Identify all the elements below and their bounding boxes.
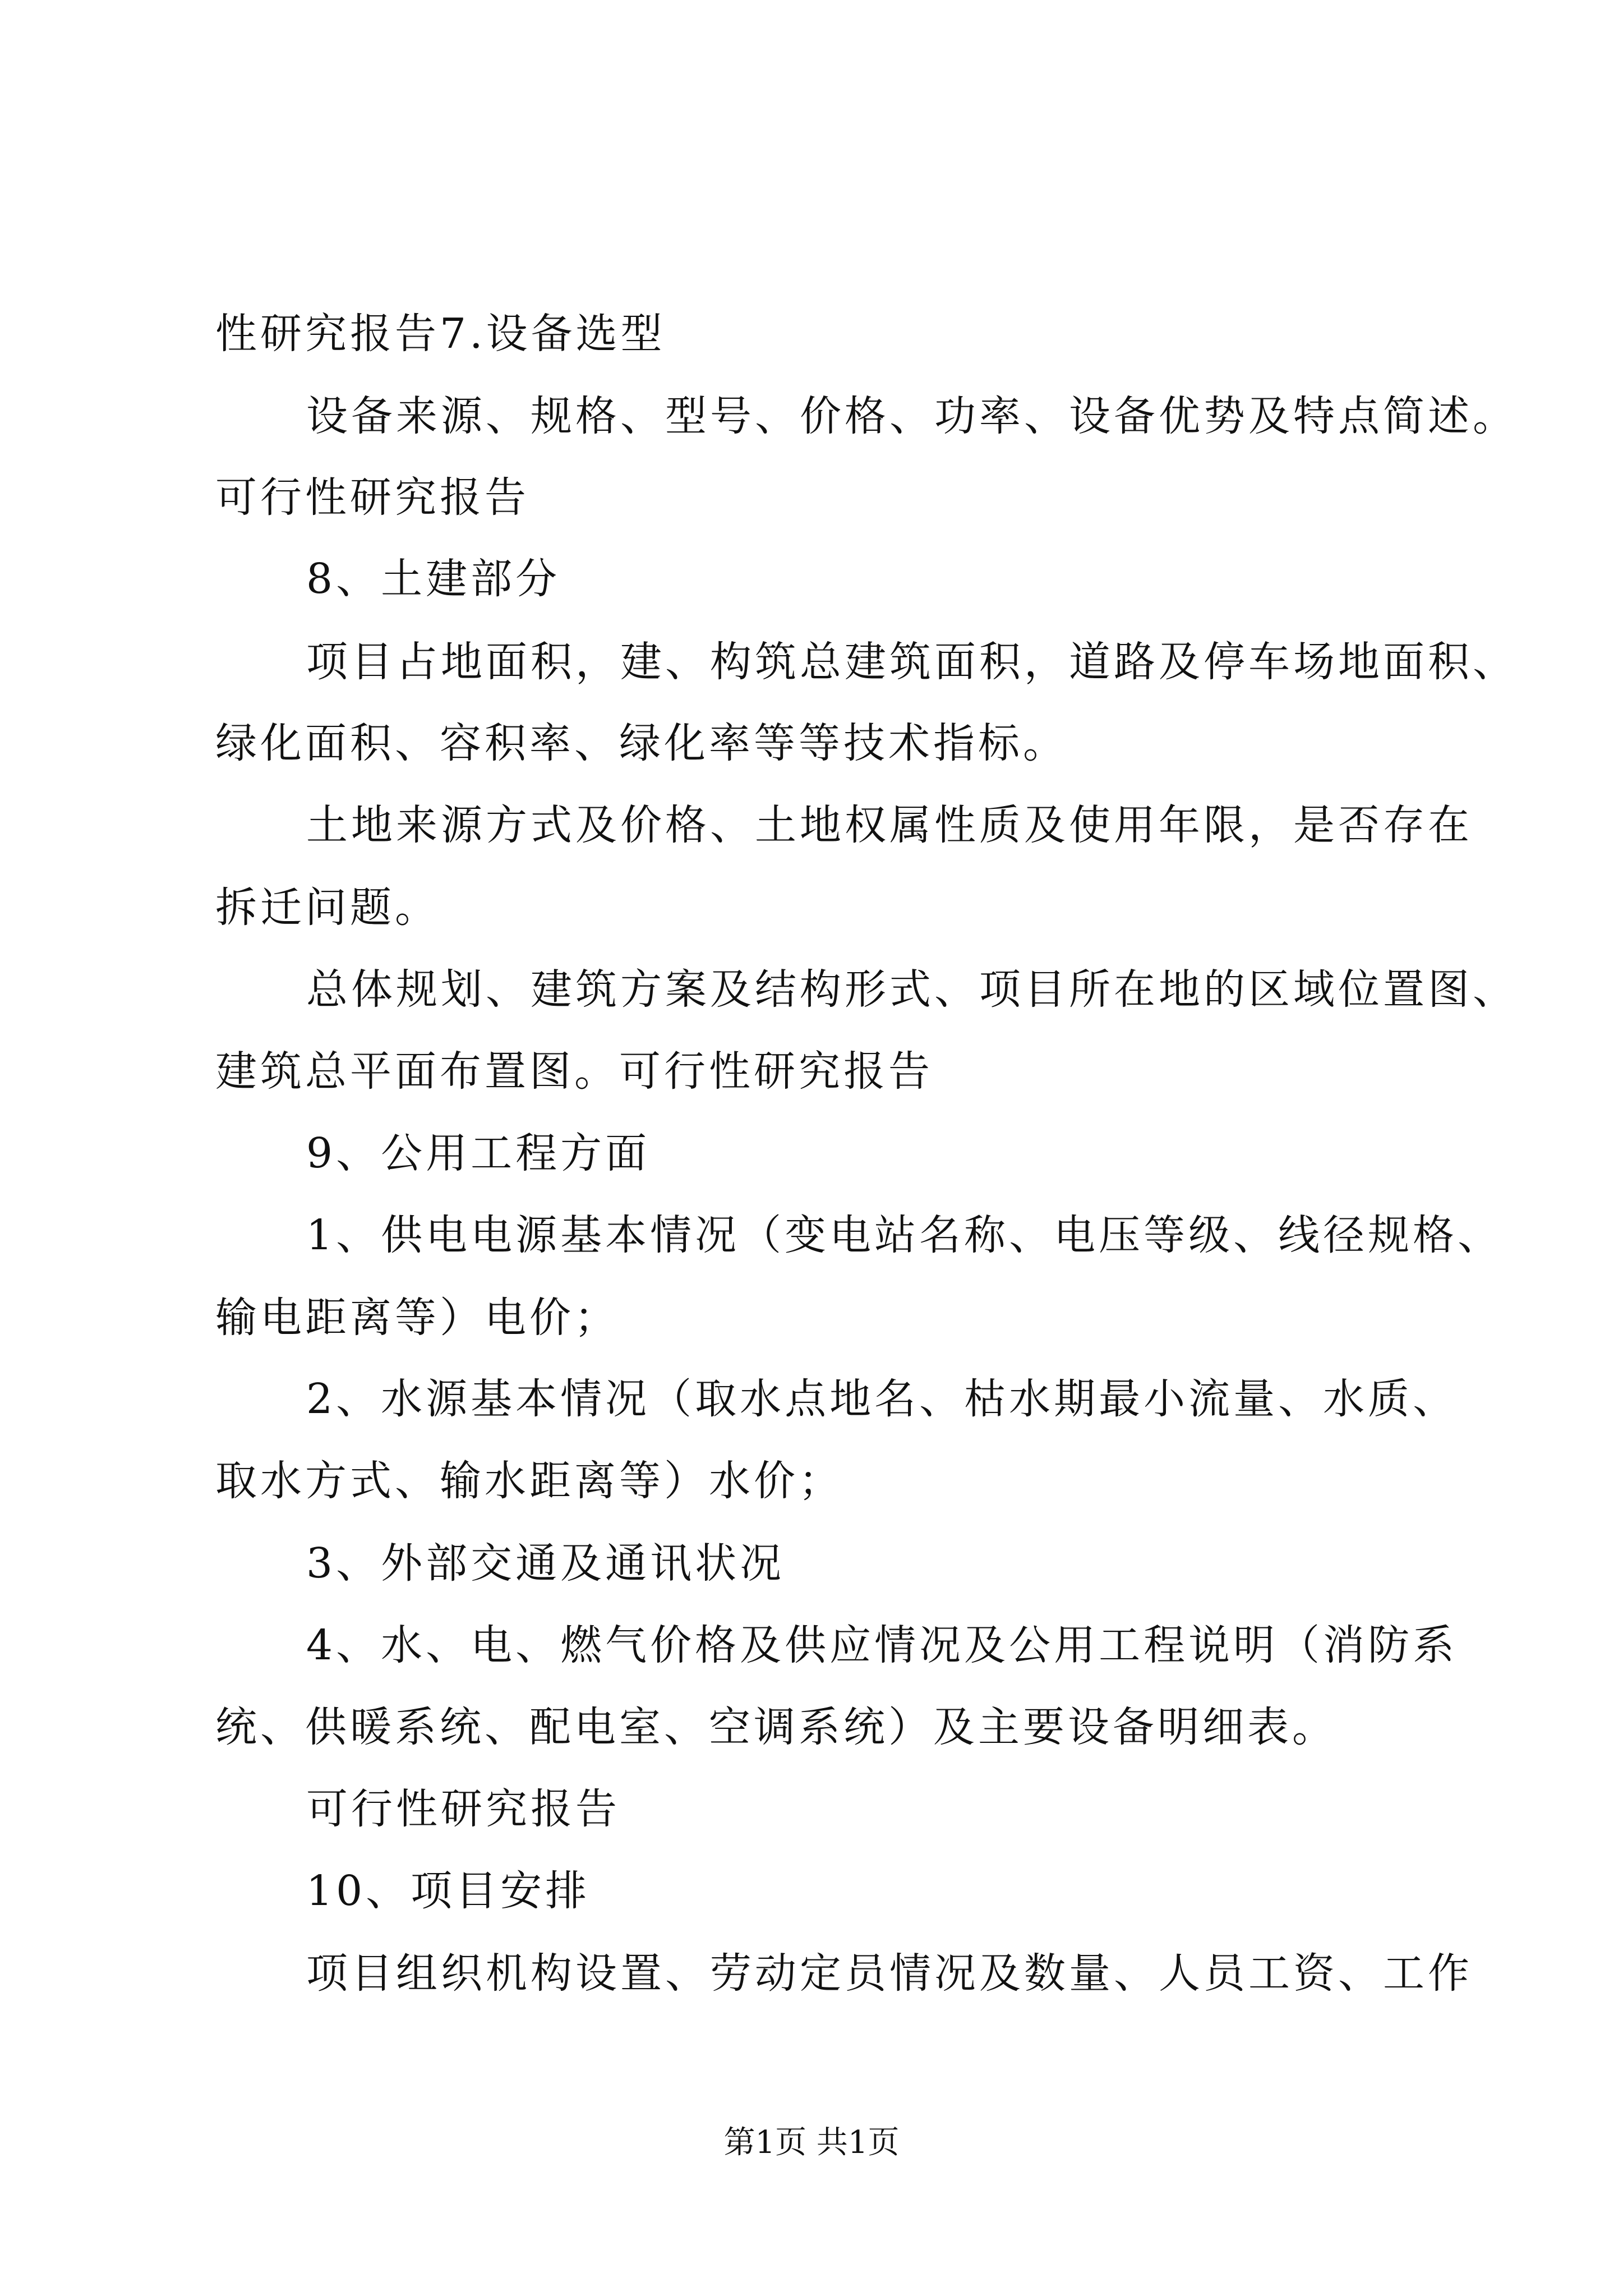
text-line: 总体规划、建筑方案及结构形式、项目所在地的区域位置图、 [306, 965, 1518, 1014]
text-line: 统、供暖系统、配电室、空调系统）及主要设备明细表。 [215, 1703, 1337, 1751]
text-line: 拆迁问题。 [215, 884, 440, 932]
text-line: 可行性研究报告 [306, 1785, 620, 1833]
text-line: 3、外部交通及通讯状况 [306, 1539, 785, 1588]
text-line: 1、供电电源基本情况（变电站名称、电压等级、线径规格、 [306, 1211, 1503, 1259]
text-line: 可行性研究报告 [215, 473, 529, 522]
text-line: 取水方式、输水距离等）水价； [215, 1457, 843, 1505]
page-footer: 第1页 共1页 [723, 2124, 900, 2161]
text-line: 绿化面积、容积率、绿化率等等技术指标。 [215, 719, 1068, 767]
text-line: 建筑总平面布置图。可行性研究报告 [215, 1047, 933, 1096]
text-line: 2、水源基本情况（取水点地名、枯水期最小流量、水质、 [306, 1375, 1458, 1423]
text-line: 项目组织机构设置、劳动定员情况及数量、人员工资、工作 [306, 1949, 1473, 1998]
section-heading: 8、土建部分 [306, 555, 561, 603]
section-heading: 9、公用工程方面 [306, 1129, 651, 1177]
text-line: 性研究报告7.设备选型 [215, 310, 666, 358]
text-line: 输电距离等）电价； [215, 1294, 619, 1342]
text-line: 土地来源方式及价格、土地权属性质及使用年限，是否存在 [306, 801, 1473, 849]
section-heading: 10、项目安排 [306, 1867, 591, 1915]
text-line: 设备来源、规格、型号、价格、功率、设备优势及特点简述。 [306, 392, 1518, 440]
text-line: 4、水、电、燃气价格及供应情况及公用工程说明（消防系 [306, 1621, 1458, 1669]
text-line: 项目占地面积，建、构筑总建筑面积，道路及停车场地面积、 [306, 638, 1518, 686]
